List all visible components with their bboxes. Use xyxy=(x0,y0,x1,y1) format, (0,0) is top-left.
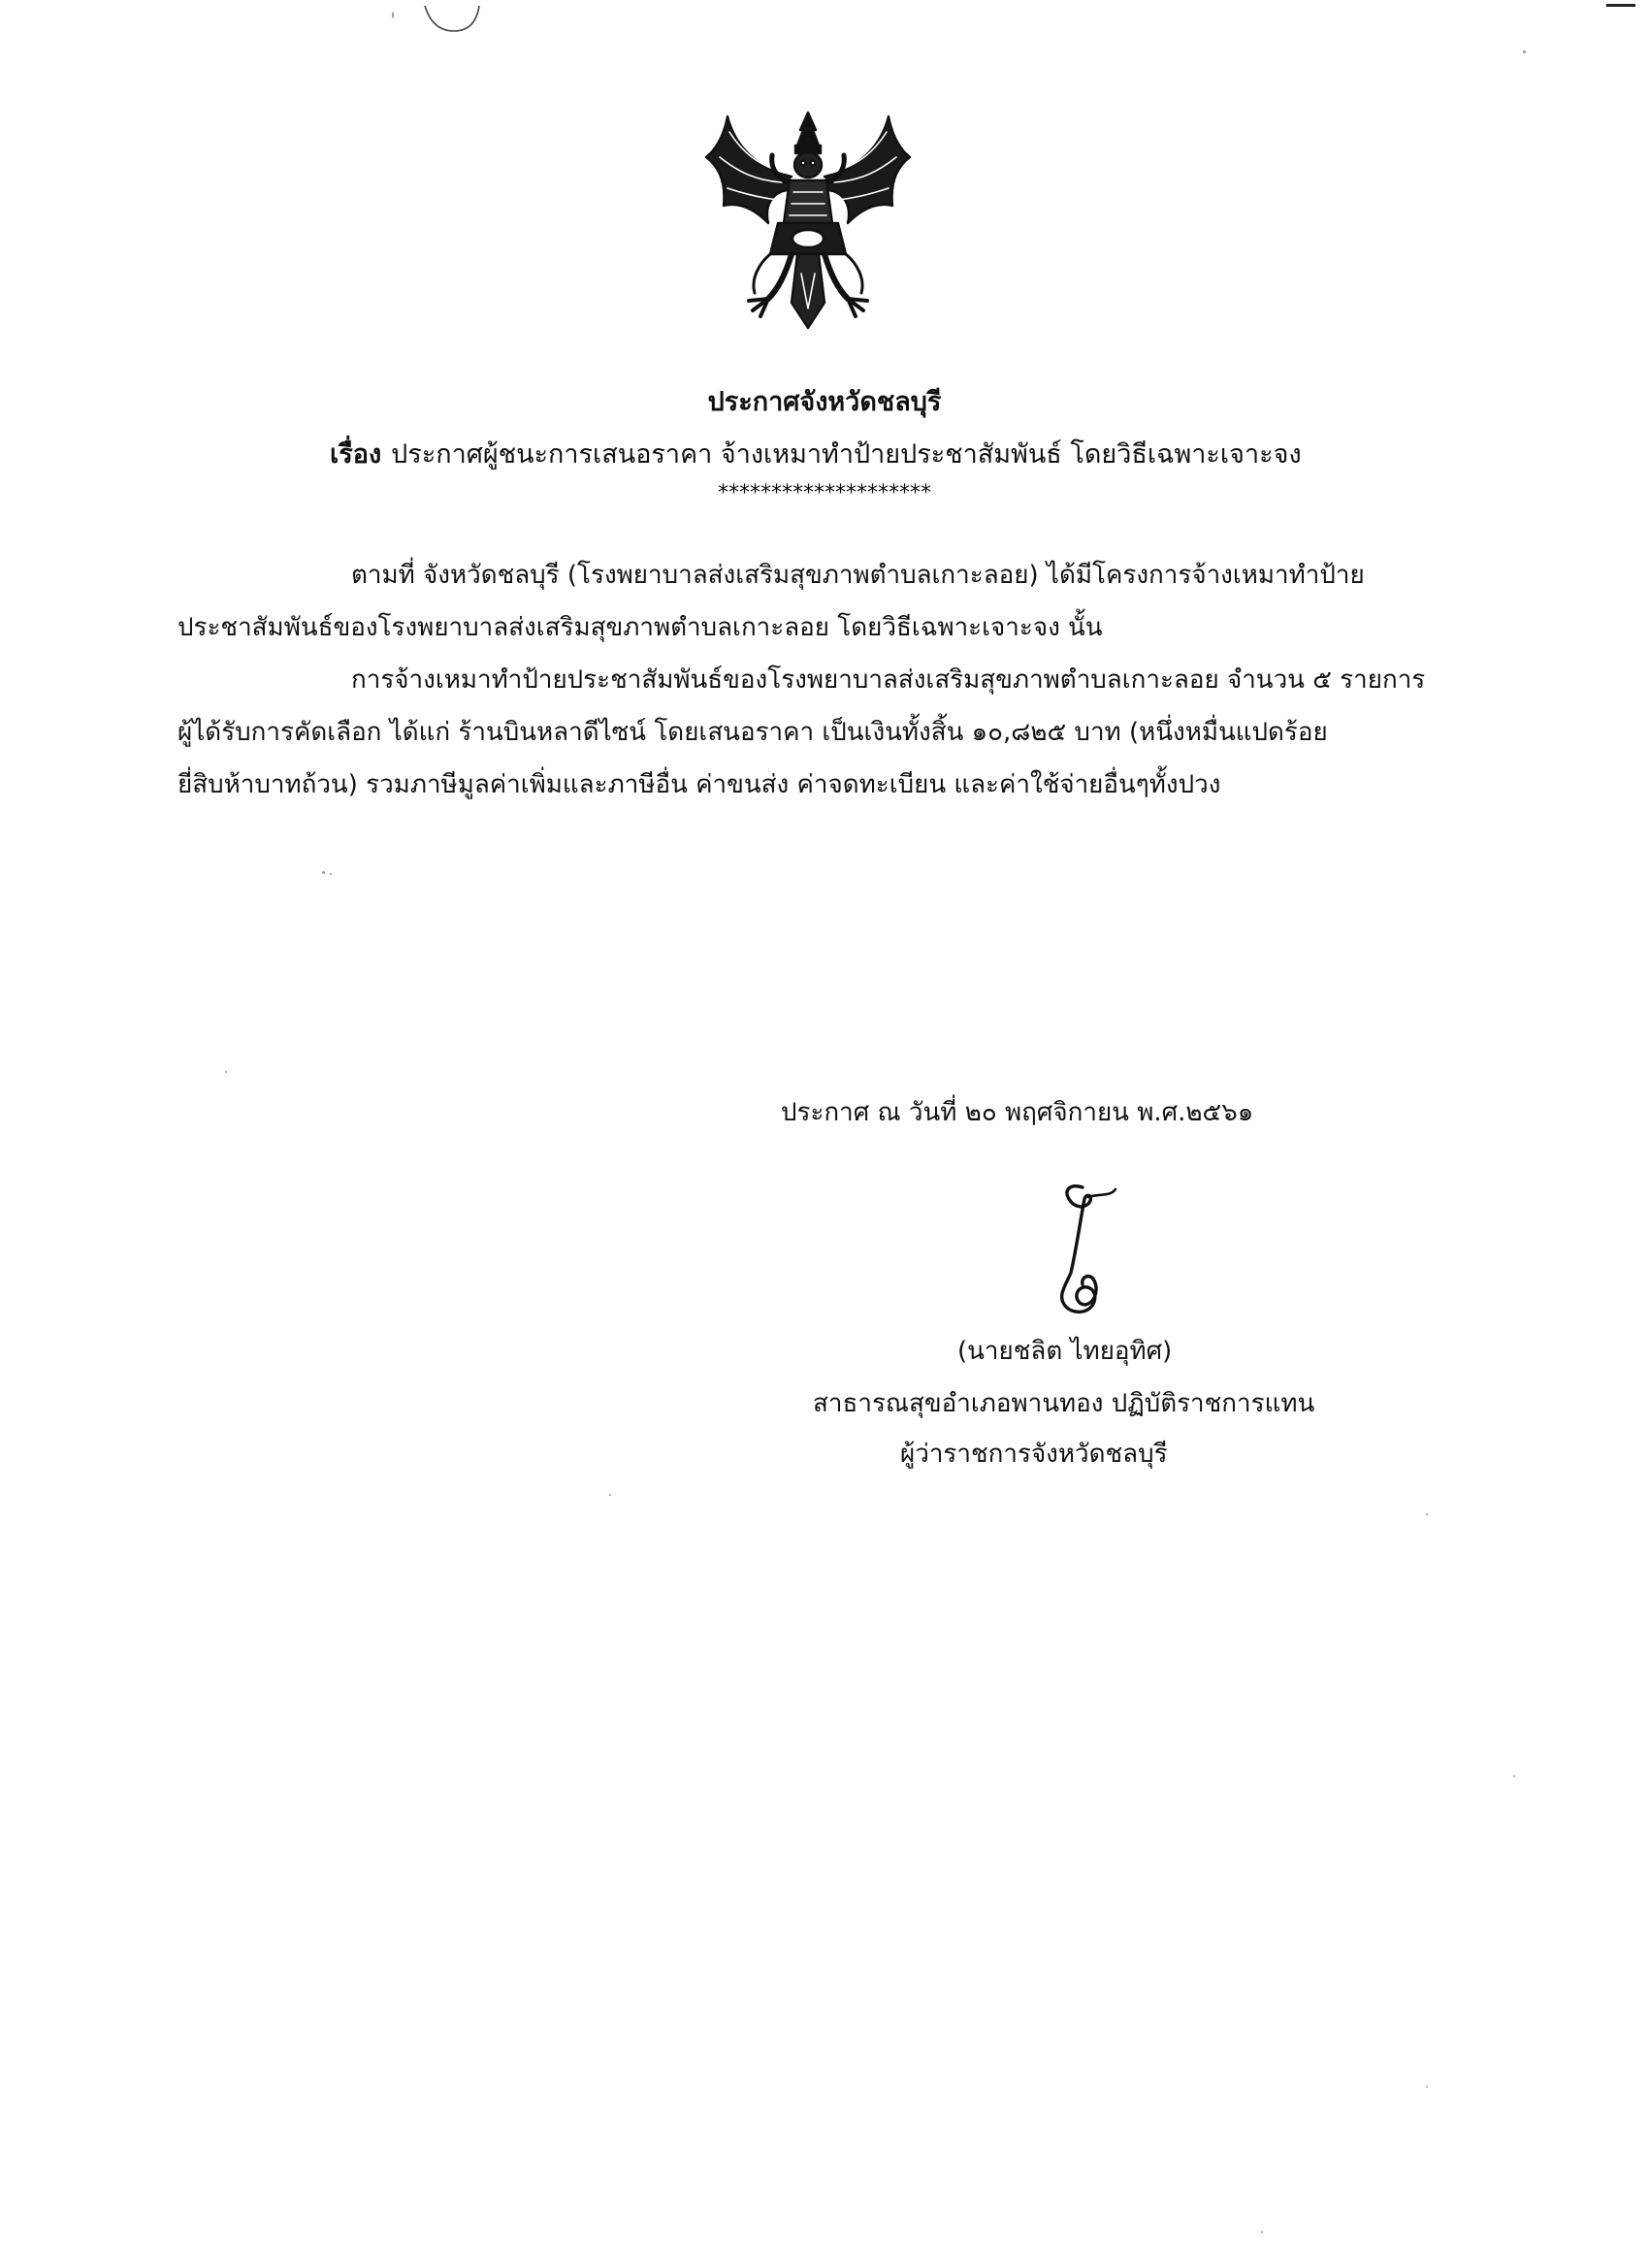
paragraph2-line2: ผู้ได้รับการคัดเลือก ได้แก่ ร้านบินหลาดีไซน์ โดยเสนอราคา เป็นเงินทั้งสิ้น ๑๐,๘๒๕ บาท (หนึ่งหมื่นแปดร้อย xyxy=(178,718,1328,747)
scan-speck xyxy=(225,1071,227,1073)
subject-text: ประกาศผู้ชนะการเสนอราคา จ้างเหมาทำป้ายประชาสัมพันธ์ โดยวิธีเฉพาะเจาะจง xyxy=(391,439,1302,470)
scan-speck xyxy=(1513,1775,1515,1777)
scan-edge-mark xyxy=(1606,4,1635,7)
announcement-title: ประกาศจังหวัดชลบุรี xyxy=(707,387,942,417)
signatory-position: สาธารณสุขอำเภอพานทอง ปฏิบัติราชการแทน xyxy=(813,1389,1315,1418)
subject-label: เรื่อง xyxy=(330,439,382,470)
signatory-name: (นายชลิต ไทยอุทิศ) xyxy=(957,1337,1173,1366)
announcement-date: ประกาศ ณ วันที่ ๒๐ พฤศจิกายน พ.ศ.๒๕๖๑ xyxy=(781,1098,1254,1127)
garuda-emblem-icon xyxy=(700,109,916,334)
handwritten-signature-icon xyxy=(1036,1180,1123,1317)
scan-speck xyxy=(322,871,325,874)
paragraph2-line1: การจ้างเหมาทำป้ายประชาสัมพันธ์ของโรงพยาบาลส่งเสริมสุขภาพตำบลเกาะลอย จำนวน ๕ รายการ xyxy=(351,665,1426,695)
paragraph1-line1: ตามที่ จังหวัดชลบุรี (โรงพยาบาลส่งเสริมสุขภาพตำบลเกาะลอย) ได้มีโครงการจ้างเหมาทำป้าย xyxy=(351,561,1365,590)
scan-speck xyxy=(1523,50,1526,53)
scan-speck xyxy=(1426,2086,1428,2088)
scan-speck xyxy=(609,1494,611,1496)
paragraph2-line3: ยี่สิบห้าบาทถ้วน) รวมภาษีมูลค่าเพิ่มและภาษีอื่น ค่าขนส่ง ค่าจดทะเบียน และค่าใช้จ่ายอื่นๆทั้งปวง xyxy=(178,770,1221,799)
scan-speck xyxy=(330,873,332,875)
paragraph1-line2: ประชาสัมพันธ์ของโรงพยาบาลส่งเสริมสุขภาพตำบลเกาะลอย โดยวิธีเฉพาะเจาะจง นั้น xyxy=(178,613,1103,642)
scan-speck xyxy=(1261,2231,1263,2233)
announcement-subject xyxy=(330,433,1302,474)
title-separator: ******************** xyxy=(718,481,931,505)
scan-artifact-circle-icon xyxy=(419,2,487,35)
scan-speck xyxy=(1426,1513,1428,1515)
scan-speck xyxy=(392,12,394,18)
signatory-office: ผู้ว่าราชการจังหวัดชลบุรี xyxy=(900,1440,1168,1469)
